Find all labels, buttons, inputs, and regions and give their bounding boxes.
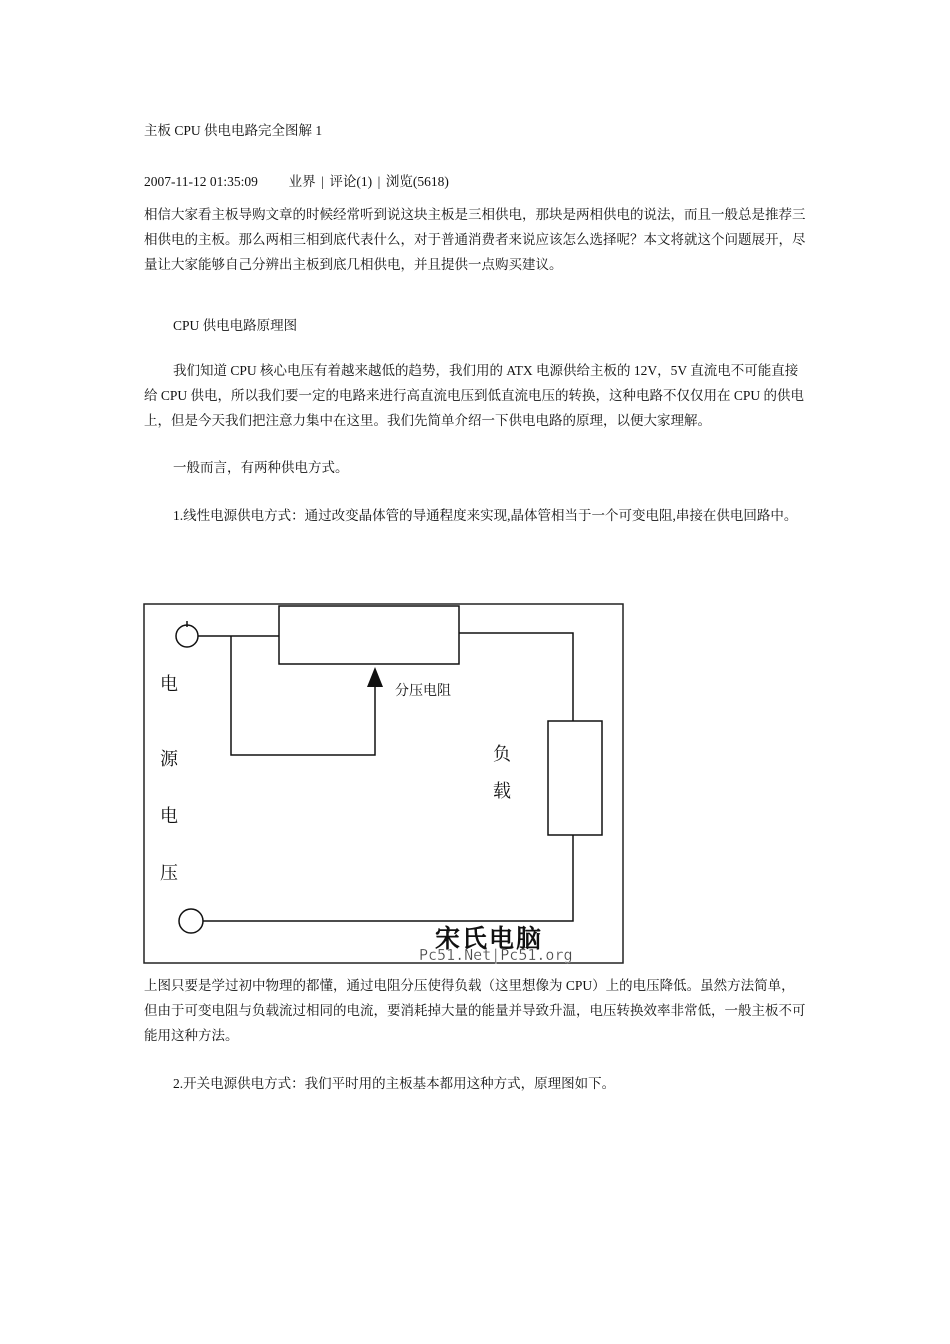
source-label-char: 源 (160, 749, 178, 770)
article-meta (144, 169, 814, 194)
load-label-char: 载 (493, 781, 511, 802)
body-paragraph: 我们知道 CPU 核心电压有着越来越低的趋势，我们用的 ATX 电源供给主板的 12V，5V 直流电不可能直接给 CPU 供电，所以我们要一定的电路来进行高直流电压到低直流电压的转换，这种电路不仅仅用在 CPU 的供电上，但是今天我们把注意力集中在这里。我们先简单介绍一下供电电路的原理，以便大家理解。 (144, 363, 805, 428)
watermark-url: Pc51.Net|Pc51.org (419, 946, 573, 964)
bottom-terminal-icon (179, 909, 203, 933)
post-views: 浏览(5618) (385, 174, 449, 189)
linear-power-circuit-figure (143, 603, 625, 965)
post-comments-link[interactable]: 评论(1) (329, 174, 373, 189)
resistor-label: 分压电阻 (395, 683, 451, 699)
source-label-char: 压 (160, 863, 178, 884)
source-label-char: 电 (160, 674, 178, 695)
post-datetime: 2007-11-12 01:35:09 (144, 174, 258, 189)
variable-resistor (279, 606, 459, 664)
body-paragraph: 一般而言，有两种供电方式。 (173, 460, 349, 475)
section-heading: CPU 供电电路原理图 (173, 318, 298, 333)
meta-separator: | (377, 174, 381, 189)
body-paragraph: 1.线性电源供电方式：通过改变晶体管的导通程度来实现,晶体管相当于一个可变电阻,串接在供电回路中。 (173, 508, 798, 523)
load-resistor (548, 721, 602, 835)
intro-paragraph: 相信大家看主板导购文章的时候经常听到说这块主板是三相供电，那块是两相供电的说法，而且一般总是推荐三相供电的主板。那么两相三相到底代表什么，对于普通消费者来说应该怎么选择呢？本文将就这个问题展开，尽量让大家能够自己分辨出主板到底几相供电，并且提供一点购买建议。 (144, 207, 806, 272)
load-label-char: 负 (493, 744, 511, 765)
source-label-char: 电 (160, 806, 178, 827)
circuit-diagram (143, 603, 625, 965)
body-paragraph: 2.开关电源供电方式：我们平时用的主板基本都用这种方式，原理图如下。 (173, 1076, 616, 1091)
post-category[interactable]: 业界 (288, 174, 316, 189)
body-paragraph: 上图只要是学过初中物理的都懂，通过电阻分压使得负载（这里想像为 CPU）上的电压降低。虽然方法简单，但由于可变电阻与负载流过相同的电流，要消耗掉大量的能量并导致升温，电压转换效率非常低，一般主板不可能用这种方法。 (144, 978, 806, 1043)
watermark-text: 宋氏电脑 (435, 924, 544, 953)
meta-separator: | (321, 174, 324, 189)
article-title: 主板 CPU 供电电路完全图解 1 (144, 123, 323, 138)
